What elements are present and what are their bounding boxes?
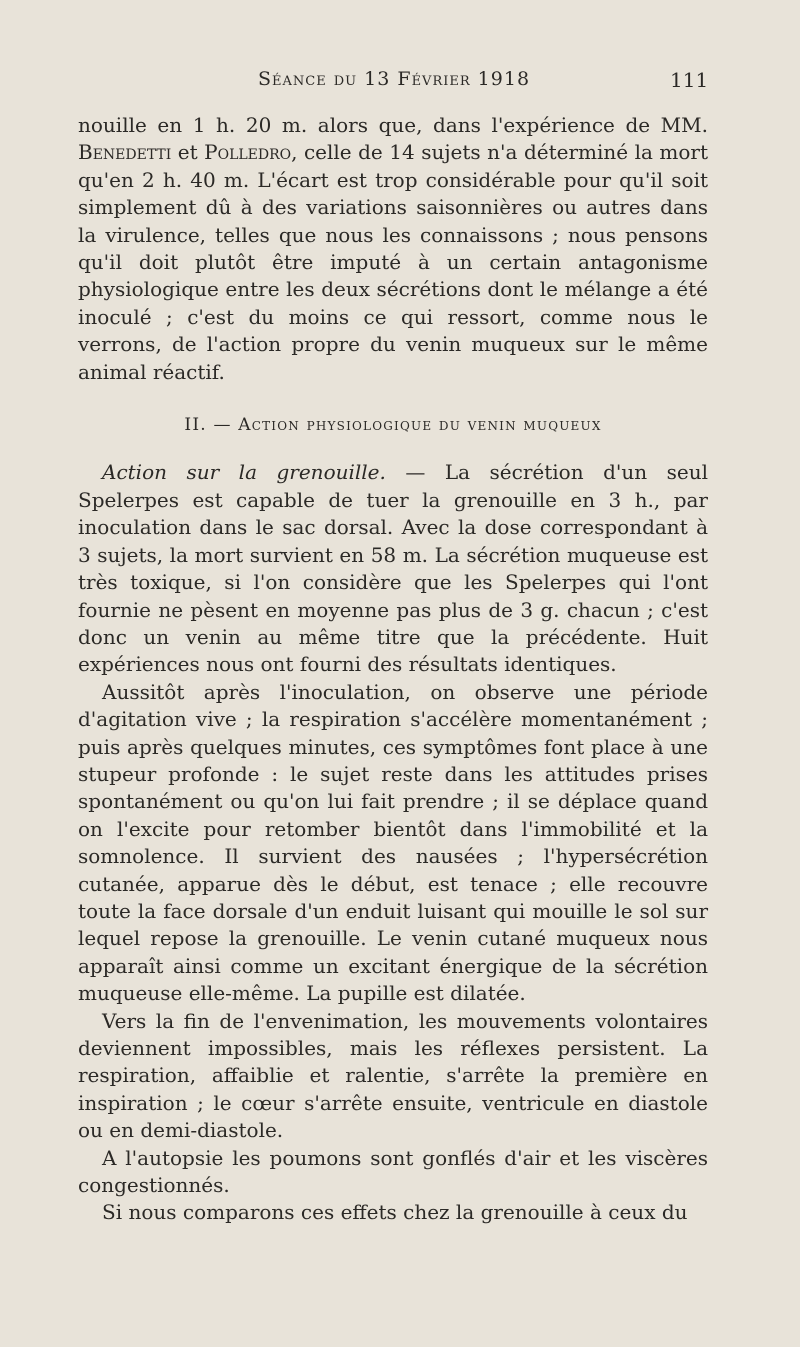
body-text [78,112,708,1227]
paragraph: A l'autopsie les poumons sont gonflés d'air et les viscères congestionnés. [78,1145,708,1198]
paragraph: Vers la fin de l'envenimation, les mouvements volontaires deviennent impossibles, mais les réflexes persistent. La respiration, affaiblie et ralentie, s'arrête la première en inspiration ; le cœur s'arrête ensuite, ventricule en diastole ou en demi-diastole. [78,1008,708,1143]
text-run: nouille en 1 h. 20 m. alors que, dans l'expérience de MM. [78,113,708,137]
paragraph: Aussitôt après l'inoculation, on observe une période d'agitation vive ; la respiration s'accélère momentanément ; puis après quelques minutes, ces symptômes font place à une stupeur profonde : le sujet reste dans les attitudes prises spontanément ou qu'on lui fait prendre ; il se déplace quand on l'excite pour retomber bientôt dans l'immobilité et la somnolence. Il survient des nausées ; l'hypersécrétion cutanée, apparue dès le début, est tenace ; elle recouvre toute la face dorsale d'un enduit luisant qui mouille le sol sur lequel repose la grenouille. Le venin cutané muqueux nous apparaît ainsi comme un excitant énergique de la sécrétion muqueuse elle-même. La pupille est dilatée. [78,679,708,1006]
text-run: , celle de 14 sujets n'a déterminé la mort qu'en 2 h. 40 m. L'écart est trop considérable pour qu'il soit simplement dû à des variations saisonnières ou autres dans la virulence, telles que nous les connaissons ; nous pensons qu'il doit plutôt être imputé à un certain antagonisme physiologique entre les deux sécrétions dont le mélange a été inoculé ; c'est du moins ce qui ressort, comme nous le verrons, de l'action propre du venin muqueux sur le même animal réactif. [78,140,708,384]
running-title: Séance du 13 Février 1918 [258,68,531,90]
paragraph-continuation [78,112,708,386]
page-number: 111 [670,68,709,92]
text-run: et [171,140,205,165]
paragraph [78,459,708,678]
text-run: — La sécrétion d'un seul Spelerpes est capable de tuer la grenouille en 3 h., par inoculation dans le sac dorsal. Avec la dose correspondant à 3 sujets, la mort survient en 58 m. La sécrétion muqueuse est très toxique, si l'on considère que les Spelerpes qui l'ont fournie ne pèsent en moyenne pas plus de 3 g. chacun ; c'est donc un venin au même titre que la précédente. Huit expériences nous ont fourni des résultats identiques. [78,460,709,677]
section-number: II. — [184,415,239,436]
italic-heading: Action sur la grenouille. [102,460,386,485]
section-heading [78,412,708,439]
author-name: Benedetti [78,140,172,165]
author-name: Polledro [204,140,292,165]
paragraph: Si nous comparons ces effets chez la grenouille à ceux du [102,1200,688,1225]
section-title: Action physiologique du venin muqueux [238,415,602,436]
page-header [0,68,800,98]
